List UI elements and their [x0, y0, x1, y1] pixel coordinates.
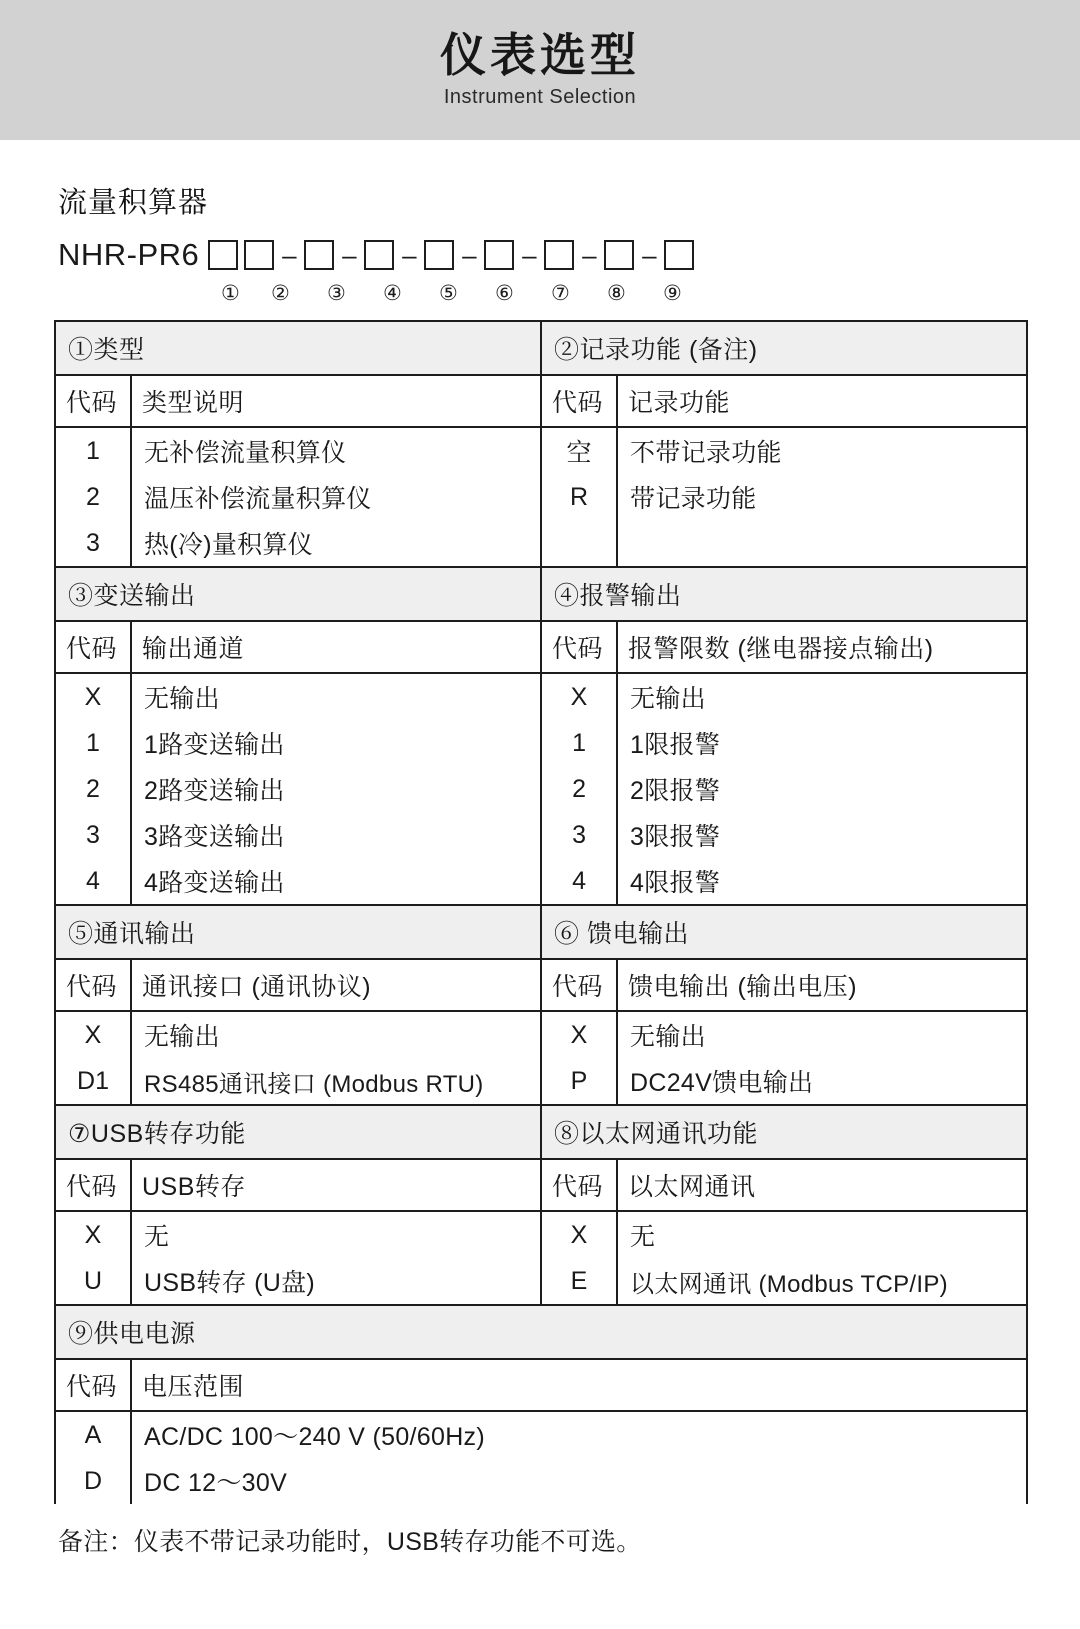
section-heading-8: ⑧以太网通讯功能 — [541, 1105, 1027, 1159]
code-3-1: X — [55, 673, 131, 720]
table-row — [55, 1105, 1027, 1159]
code-4-5: 4 — [541, 858, 617, 905]
section-heading-7: ⑦USB转存功能 — [55, 1105, 541, 1159]
section-heading-3: ③变送输出 — [55, 567, 541, 621]
code-8-2: E — [541, 1258, 617, 1305]
colhead-code-4: 代码 — [541, 621, 617, 673]
desc-4-5: 4限报警 — [617, 858, 1027, 905]
code-5-2: D1 — [55, 1058, 131, 1105]
section-heading-4: ④报警输出 — [541, 567, 1027, 621]
code-3-3: 2 — [55, 766, 131, 812]
desc-3-3: 2路变送输出 — [131, 766, 541, 812]
desc-2-2: 带记录功能 — [617, 474, 1027, 520]
section-heading-1: ①类型 — [55, 321, 541, 375]
table-row — [55, 474, 1027, 520]
desc-2-blank — [617, 520, 1027, 567]
desc-6-1: 无输出 — [617, 1011, 1027, 1058]
code-4-3: 2 — [541, 766, 617, 812]
code-4-4: 3 — [541, 812, 617, 858]
code-dash-7: – — [642, 240, 657, 270]
colhead-desc-8: 以太网通讯 — [617, 1159, 1027, 1211]
code-2-2: R — [541, 474, 617, 520]
code-box-1 — [208, 240, 238, 270]
code-6-1: X — [541, 1011, 617, 1058]
table-row — [55, 766, 1027, 812]
colhead-code-9: 代码 — [55, 1359, 131, 1411]
marker-9: ⑨ — [663, 282, 682, 305]
table-row — [55, 375, 1027, 427]
section-heading-6: ⑥ 馈电输出 — [541, 905, 1027, 959]
colhead-desc-1: 类型说明 — [131, 375, 541, 427]
code-box-8 — [604, 240, 634, 270]
colhead-desc-9: 电压范围 — [131, 1359, 1027, 1411]
colhead-code-7: 代码 — [55, 1159, 131, 1211]
table-row — [55, 621, 1027, 673]
code-dash-6: – — [582, 240, 597, 270]
desc-9-1: AC/DC 100～240 V (50/60Hz) — [131, 1411, 1027, 1458]
code-box-7 — [544, 240, 574, 270]
desc-3-1: 无输出 — [131, 673, 541, 720]
table-row — [55, 720, 1027, 766]
code-dash-5: – — [522, 240, 537, 270]
table-row — [55, 959, 1027, 1011]
colhead-code-2: 代码 — [541, 375, 617, 427]
model-code-row — [58, 233, 1080, 277]
section-heading-9: ⑨供电电源 — [55, 1305, 1027, 1359]
footnote: 备注：仪表不带记录功能时，USB转存功能不可选。 — [58, 1528, 642, 1556]
desc-1-2: 温压补偿流量积算仪 — [131, 474, 541, 520]
code-dash-1: – — [282, 240, 297, 270]
code-9-2: D — [55, 1458, 131, 1504]
desc-9-2: DC 12～30V — [131, 1458, 1027, 1504]
desc-3-5: 4路变送输出 — [131, 858, 541, 905]
code-7-2: U — [55, 1258, 131, 1305]
colhead-code-5: 代码 — [55, 959, 131, 1011]
table-row — [55, 812, 1027, 858]
section-heading-5: ⑤通讯输出 — [55, 905, 541, 959]
code-1-1: 1 — [55, 427, 131, 474]
desc-4-2: 1限报警 — [617, 720, 1027, 766]
marker-3: ③ — [327, 282, 346, 305]
marker-1: ① — [221, 282, 240, 305]
table-row — [55, 1411, 1027, 1458]
code-7-1: X — [55, 1211, 131, 1258]
code-8-1: X — [541, 1211, 617, 1258]
table-row — [55, 858, 1027, 905]
product-name: 流量积算器 — [58, 187, 209, 219]
table-row — [55, 520, 1027, 567]
table-row — [55, 1458, 1027, 1504]
code-box-3 — [304, 240, 334, 270]
code-2-1: 空 — [541, 427, 617, 474]
table-row — [55, 427, 1027, 474]
colhead-desc-7: USB转存 — [131, 1159, 541, 1211]
marker-4: ④ — [383, 282, 402, 305]
desc-4-3: 2限报警 — [617, 766, 1027, 812]
desc-3-4: 3路变送输出 — [131, 812, 541, 858]
code-box-6 — [484, 240, 514, 270]
table-row — [55, 905, 1027, 959]
code-4-2: 1 — [541, 720, 617, 766]
desc-4-1: 无输出 — [617, 673, 1027, 720]
desc-2-1: 不带记录功能 — [617, 427, 1027, 474]
page-subtitle: Instrument Selection — [443, 85, 637, 108]
page-banner — [0, 0, 1080, 140]
desc-5-2: RS485通讯接口 (Modbus RTU) — [131, 1058, 541, 1105]
code-6-2: P — [541, 1058, 617, 1105]
model-code-markers — [58, 281, 1080, 306]
code-1-2: 2 — [55, 474, 131, 520]
desc-1-3: 热(冷)量积算仪 — [131, 520, 541, 567]
marker-6: ⑥ — [495, 282, 514, 305]
code-dash-4: – — [462, 240, 477, 270]
desc-1-1: 无补偿流量积算仪 — [131, 427, 541, 474]
table-row — [55, 1211, 1027, 1258]
desc-3-2: 1路变送输出 — [131, 720, 541, 766]
code-2-blank — [541, 520, 617, 567]
table-row — [55, 1058, 1027, 1105]
code-box-5 — [424, 240, 454, 270]
code-3-2: 1 — [55, 720, 131, 766]
colhead-code-6: 代码 — [541, 959, 617, 1011]
colhead-desc-6: 馈电输出 (输出电压) — [617, 959, 1027, 1011]
model-code-prefix: NHR-PR6 — [58, 237, 200, 272]
desc-7-2: USB转存 (U盘) — [131, 1258, 541, 1305]
marker-7: ⑦ — [551, 282, 570, 305]
marker-2: ② — [271, 282, 290, 305]
code-box-2 — [244, 240, 274, 270]
marker-5: ⑤ — [439, 282, 458, 305]
colhead-desc-5: 通讯接口 (通讯协议) — [131, 959, 541, 1011]
code-3-5: 4 — [55, 858, 131, 905]
code-box-4 — [364, 240, 394, 270]
page-title: 仪表选型 — [440, 29, 640, 82]
colhead-desc-4: 报警限数 (继电器接点输出) — [617, 621, 1027, 673]
table-row — [55, 1305, 1027, 1359]
colhead-code-8: 代码 — [541, 1159, 617, 1211]
selection-table — [54, 320, 1028, 1504]
section-heading-2: ②记录功能 (备注) — [541, 321, 1027, 375]
colhead-desc-2: 记录功能 — [617, 375, 1027, 427]
code-dash-2: – — [342, 240, 357, 270]
desc-8-1: 无 — [617, 1211, 1027, 1258]
table-row — [55, 1258, 1027, 1305]
code-4-1: X — [541, 673, 617, 720]
code-3-4: 3 — [55, 812, 131, 858]
code-5-1: X — [55, 1011, 131, 1058]
code-9-1: A — [55, 1411, 131, 1458]
colhead-code-3: 代码 — [55, 621, 131, 673]
table-row — [55, 567, 1027, 621]
table-row — [55, 321, 1027, 375]
desc-8-2: 以太网通讯 (Modbus TCP/IP) — [617, 1258, 1027, 1305]
model-code-block — [0, 140, 1080, 306]
desc-7-1: 无 — [131, 1211, 541, 1258]
code-1-3: 3 — [55, 520, 131, 567]
code-box-9 — [664, 240, 694, 270]
desc-6-2: DC24V馈电输出 — [617, 1058, 1027, 1105]
table-row — [55, 1359, 1027, 1411]
code-dash-3: – — [402, 240, 417, 270]
table-row — [55, 1011, 1027, 1058]
table-row — [55, 1159, 1027, 1211]
desc-4-4: 3限报警 — [617, 812, 1027, 858]
colhead-code-1: 代码 — [55, 375, 131, 427]
table-row — [55, 673, 1027, 720]
marker-8: ⑧ — [607, 282, 626, 305]
desc-5-1: 无输出 — [131, 1011, 541, 1058]
colhead-desc-3: 输出通道 — [131, 621, 541, 673]
